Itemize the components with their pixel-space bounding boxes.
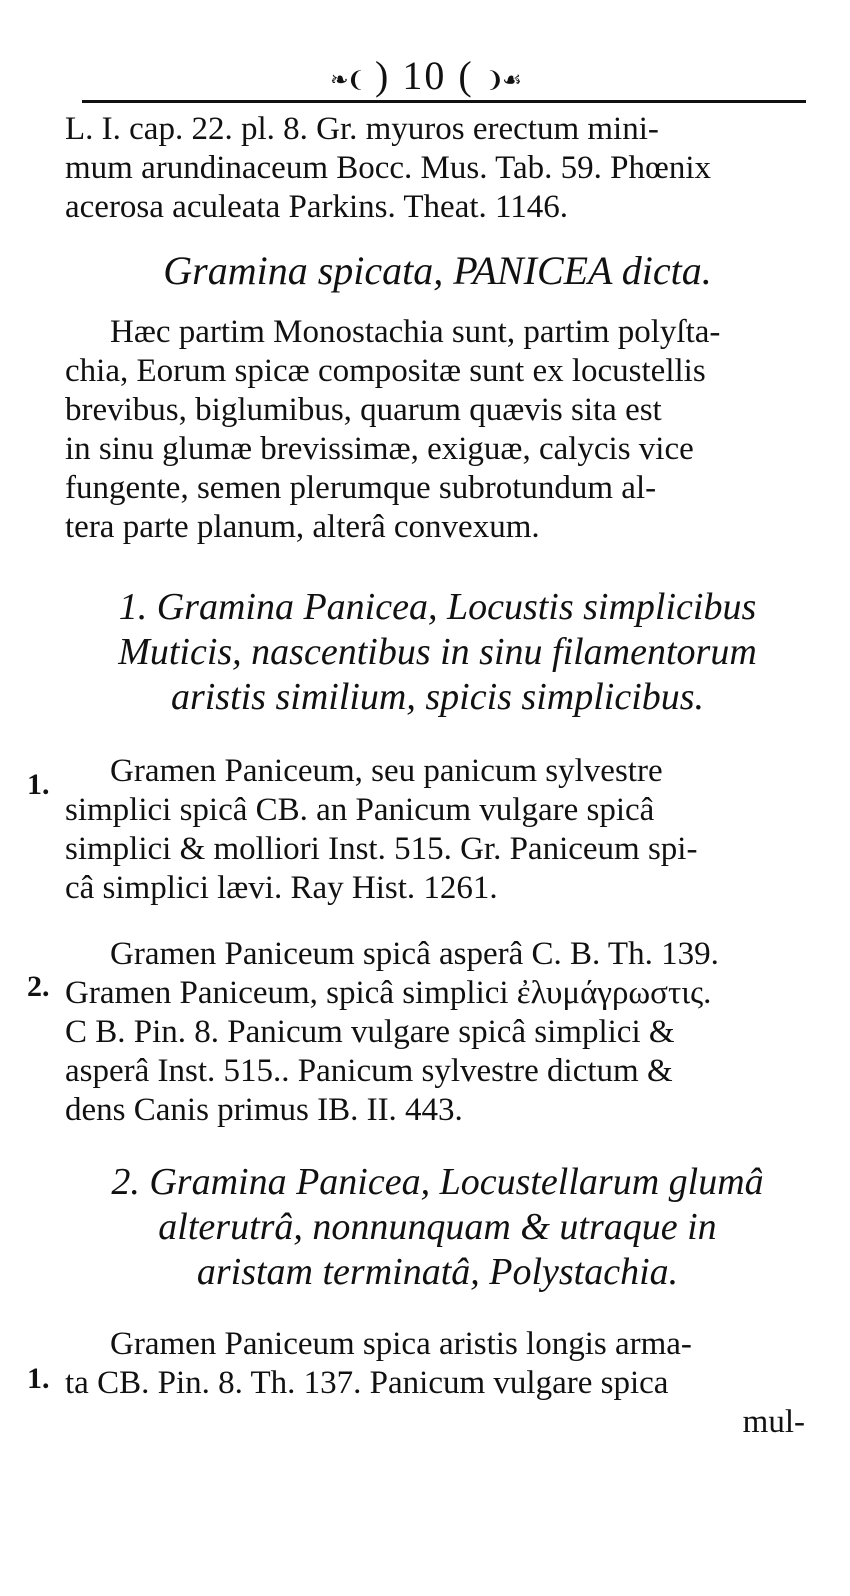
text-line: Hæc partim Monostachia sunt, partim polyſta- [110,314,721,350]
heading-line: aristis similium, spicis simplicibus. [170,676,705,718]
page-number: ) 10 ( [375,53,474,98]
margin-number: 2. [27,970,50,1003]
text-line: simplici & molliori Inst. 515. Gr. Paniceum spi- [65,831,698,867]
text-line: C B. Pin. 8. Panicum vulgare spicâ simplici & [65,1014,675,1050]
text-line: L. I. cap. 22. pl. 8. Gr. myuros erectum mini- [65,111,659,147]
text-line: fungente, semen plerumque subrotundum al- [65,470,657,506]
text-line: Gramen Paniceum spicâ asperâ C. B. Th. 139. [110,936,719,972]
text-line: Gramen Paniceum, seu panicum sylvestre [110,753,663,789]
ornament-right-icon: ❩☙ [485,66,520,92]
text-line: ta CB. Pin. 8. Th. 137. Panicum vulgare spica [65,1365,669,1401]
text-line: brevibus, biglumibus, quarum quævis sita est [65,392,662,428]
text-line: câ simplici lævi. Ray Hist. 1261. [65,870,498,906]
text-line: Gramen Paniceum, spicâ simplici ἐλυμάγρωστις. [65,975,712,1011]
catchword: mul- [742,1404,805,1440]
header-rule [82,100,806,103]
text-line: acerosa aculeata Parkins. Theat. 1146. [65,189,569,225]
text-line: simplici spicâ CB. an Panicum vulgare spicâ [65,792,655,828]
subheading-2 [70,1160,805,1295]
section-heading: Gramina spicata, PANICEA dicta. [163,248,712,293]
text-line: dens Canis primus IB. II. 443. [65,1092,463,1128]
heading-line: Muticis, nascentibus in sinu filamentorum [118,631,757,673]
ornament-left-icon: ❧❨ [330,66,364,92]
heading-line: alterutrâ, nonnunquam & utraque in [158,1206,717,1248]
text-line: chia, Eorum spicæ compositæ sunt ex locustellis [65,353,706,389]
heading-line: 2. Gramina Panicea, Locustellarum glumâ [111,1161,764,1203]
intro-paragraph [65,313,805,547]
page-header [0,52,850,99]
text-line: asperâ Inst. 515.. Panicum sylvestre dictum & [65,1053,673,1089]
margin-number: 1. [27,768,50,801]
heading-line: aristam terminatâ, Polystachia. [196,1251,679,1293]
entry-2 [65,935,805,1130]
entry-1 [65,752,805,908]
margin-number: 1. [27,1362,50,1395]
entry-3 [65,1325,805,1442]
text-line: in sinu glumæ brevissimæ, exiguæ, calycis vice [65,431,694,467]
subheading-1 [70,585,805,720]
text-line: mum arundinaceum Bocc. Mus. Tab. 59. Phœnix [65,150,711,186]
text-line: Gramen Paniceum spica aristis longis arma- [110,1326,692,1362]
heading-line: 1. Gramina Panicea, Locustis simplicibus [118,586,757,628]
text-line: tera parte planum, alterâ convexum. [65,509,540,545]
top-paragraph [65,110,805,227]
